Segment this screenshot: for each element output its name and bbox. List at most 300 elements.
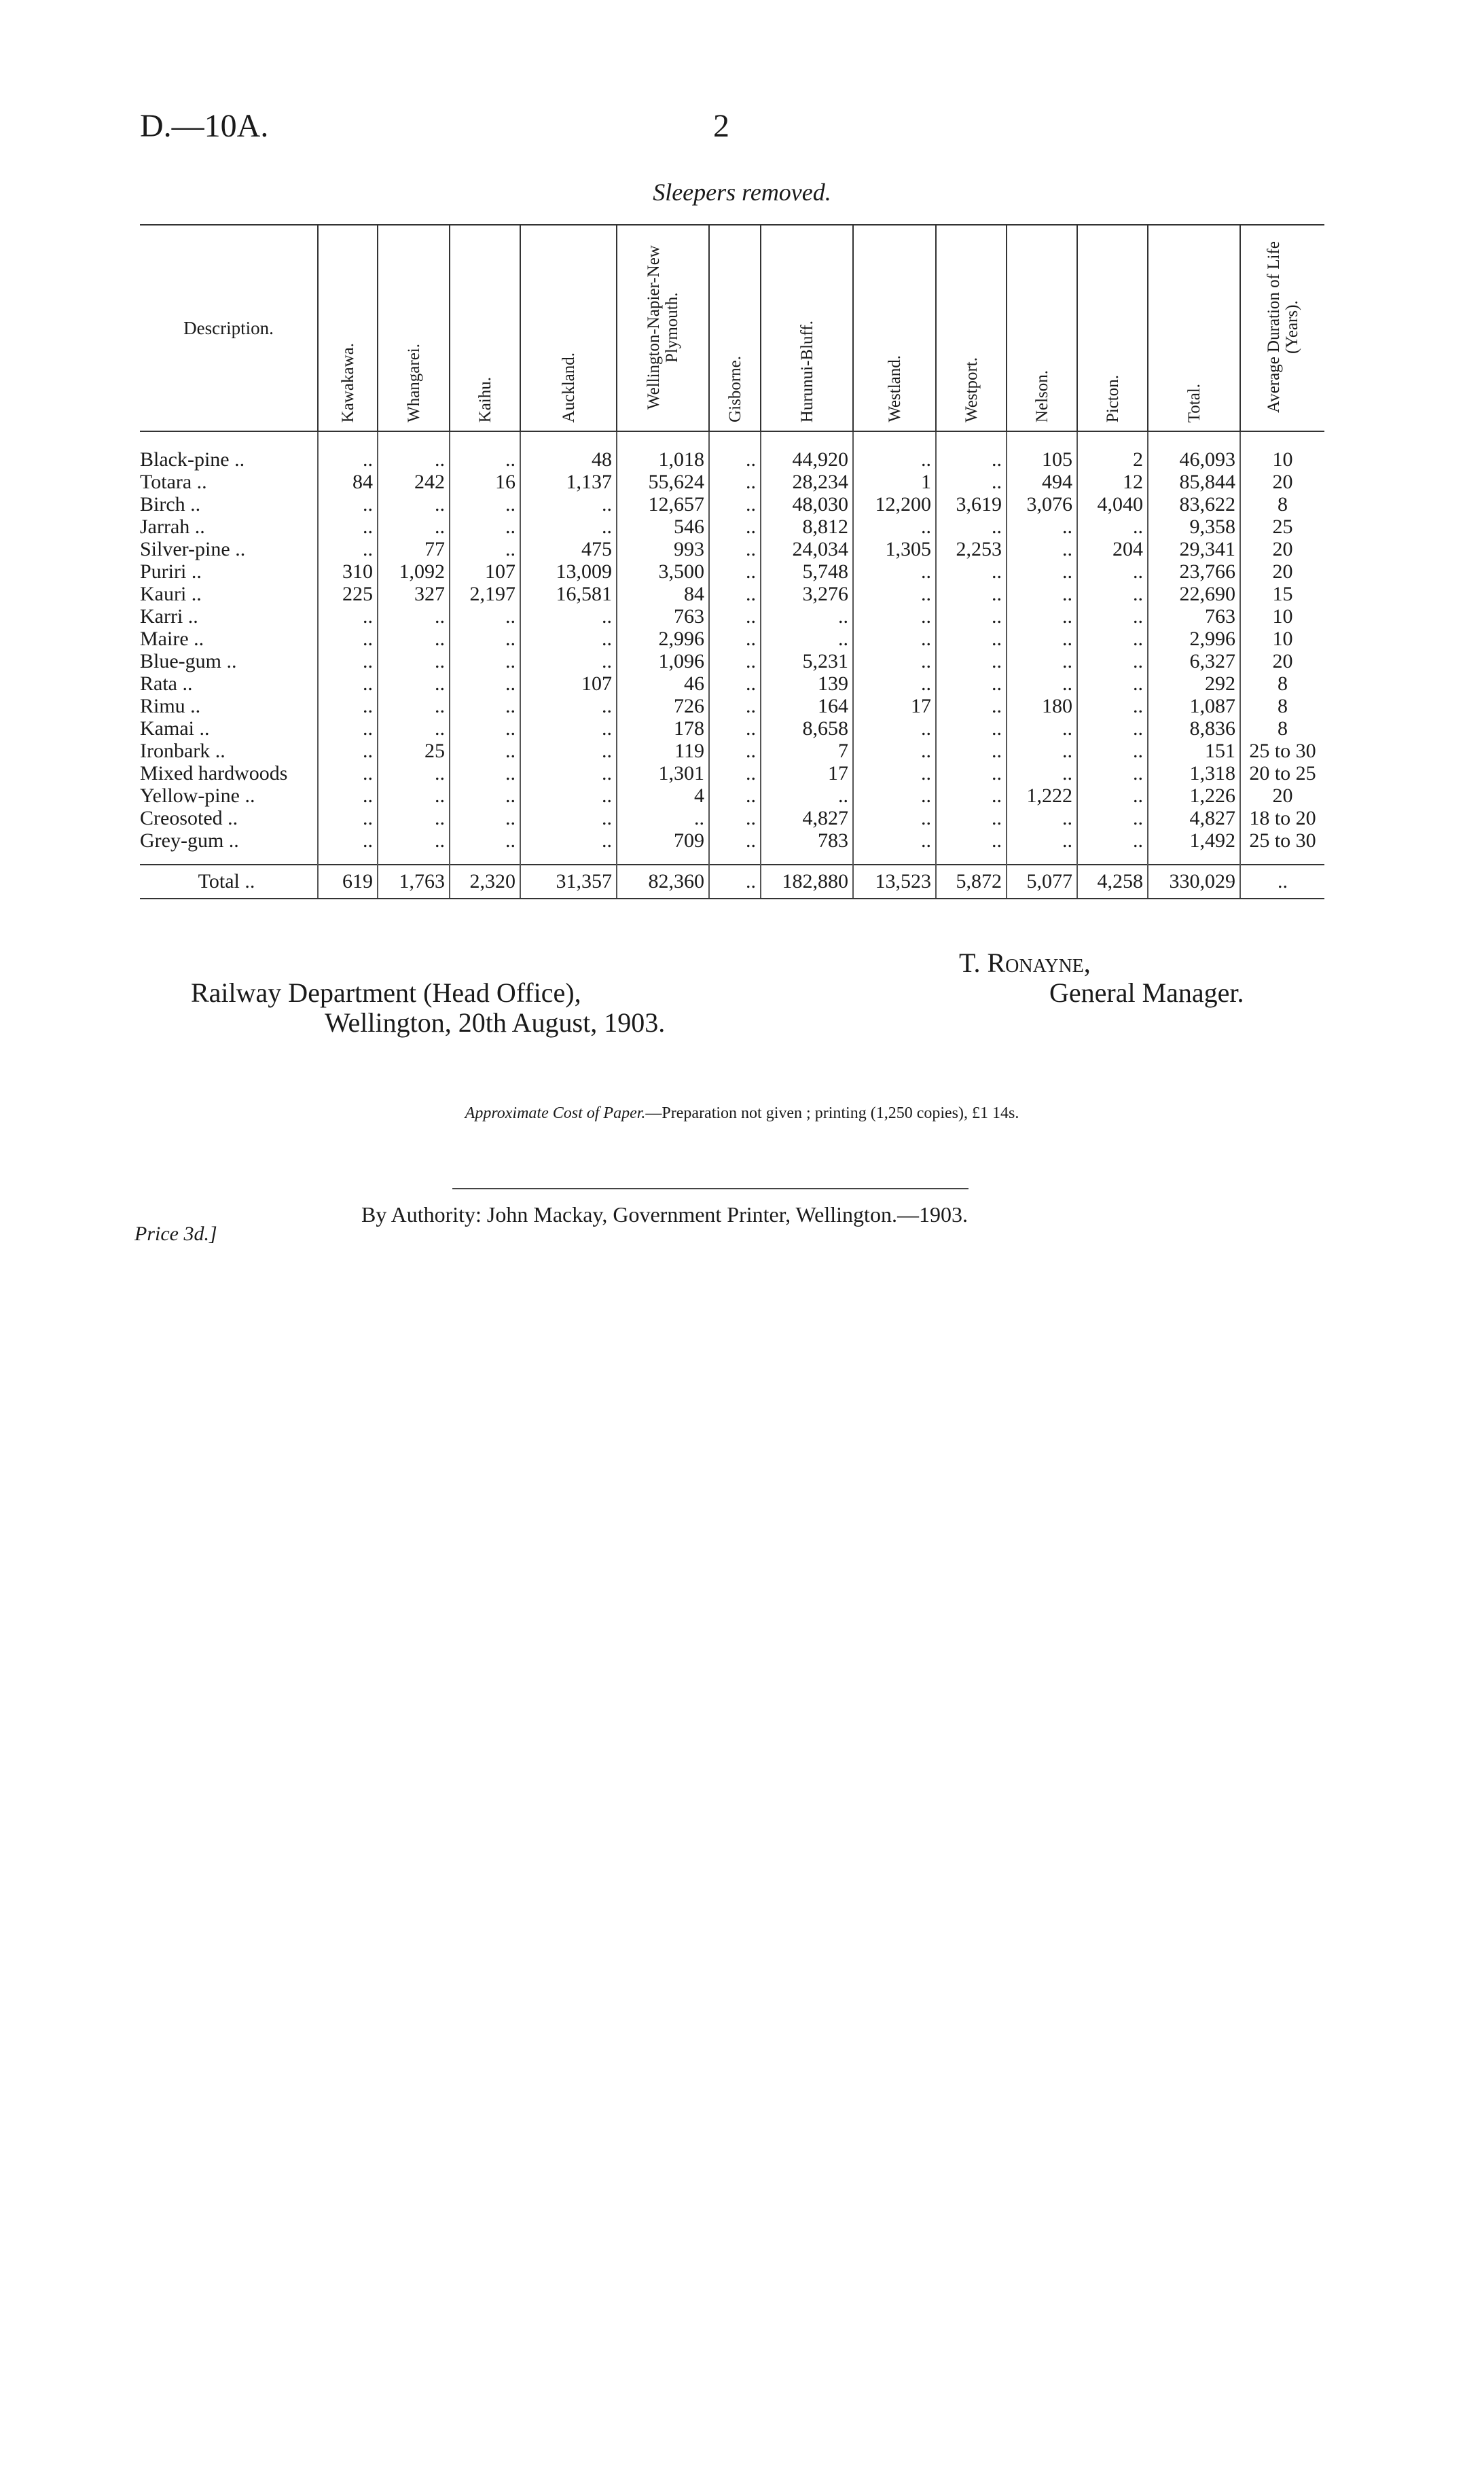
- table-cell: 8: [1240, 695, 1324, 717]
- table-cell: ..: [318, 829, 378, 852]
- table-cell: 6,327: [1148, 650, 1240, 672]
- table-cell: ..: [450, 605, 520, 628]
- table-cell: 8: [1240, 717, 1324, 740]
- table-cell: ..: [936, 784, 1007, 807]
- table-cell: 85,844: [1148, 471, 1240, 493]
- table-cell: 55,624: [617, 471, 709, 493]
- table-cell: ..: [378, 628, 450, 650]
- table-cell: ..: [853, 717, 936, 740]
- table-row: [140, 583, 1324, 605]
- table-cell: 1,092: [378, 560, 450, 583]
- column-header-label: Picton.: [1103, 374, 1122, 422]
- table-cell: ..: [318, 650, 378, 672]
- table-cell: 107: [450, 560, 520, 583]
- table-cell: ..: [853, 628, 936, 650]
- table-cell: ..: [520, 605, 617, 628]
- table-cell: ..: [520, 695, 617, 717]
- table-cell: 8: [1240, 493, 1324, 516]
- table-cell: ..: [709, 829, 761, 852]
- table-cell: 83,622: [1148, 493, 1240, 516]
- column-header-label: Average Duration of Life (Years).: [1264, 241, 1301, 414]
- row-description: Birch ..: [140, 493, 201, 516]
- table-cell: 84: [617, 583, 709, 605]
- table-cell: 12,200: [853, 493, 936, 516]
- table-cell: 494: [1007, 471, 1077, 493]
- table-cell: ..: [318, 493, 378, 516]
- table-cell: 48: [520, 448, 617, 471]
- table-cell: ..: [318, 672, 378, 695]
- column-header-label: Kawakawa.: [338, 342, 357, 422]
- table-cell: 1: [853, 471, 936, 493]
- table-cell: ..: [450, 784, 520, 807]
- table-cell: 763: [1148, 605, 1240, 628]
- table-cell: ..: [709, 471, 761, 493]
- table-cell: ..: [378, 784, 450, 807]
- table-cell: ..: [709, 672, 761, 695]
- table-cell: 164: [761, 695, 853, 717]
- table-cell: ..: [709, 605, 761, 628]
- row-description: Totara ..: [140, 471, 207, 493]
- table-cell: ..: [853, 448, 936, 471]
- sleepers-table: [140, 224, 1324, 899]
- table-cell: ..: [1077, 784, 1148, 807]
- column-header-label: Description.: [183, 317, 274, 338]
- table-cell: ..: [709, 448, 761, 471]
- table-cell: 1,222: [1007, 784, 1077, 807]
- table-cell: 2,253: [936, 538, 1007, 560]
- table-cell: 4: [617, 784, 709, 807]
- table-cell: 4,040: [1077, 493, 1148, 516]
- table-cell: ..: [520, 762, 617, 784]
- table-cell: ..: [1007, 762, 1077, 784]
- table-cell: ..: [1007, 807, 1077, 829]
- table-cell: 139: [761, 672, 853, 695]
- table-cell: 24,034: [761, 538, 853, 560]
- table-cell: 225: [318, 583, 378, 605]
- table-title: Sleepers removed.: [653, 179, 831, 206]
- table-row: [140, 493, 1324, 516]
- total-cell: 182,880: [761, 865, 853, 899]
- column-header: [1007, 225, 1077, 431]
- table-cell: 20: [1240, 650, 1324, 672]
- table-cell: 20 to 25: [1240, 762, 1324, 784]
- column-header: [853, 225, 936, 431]
- table-cell: 1,096: [617, 650, 709, 672]
- table-cell: ..: [761, 628, 853, 650]
- table-cell: ..: [853, 516, 936, 538]
- table-cell: ..: [450, 740, 520, 762]
- total-cell: 4,258: [1077, 865, 1148, 899]
- total-cell: ..: [1240, 865, 1324, 899]
- table-cell: 48,030: [761, 493, 853, 516]
- table-cell: ..: [1077, 672, 1148, 695]
- table-cell: 46: [617, 672, 709, 695]
- row-description: Kauri ..: [140, 583, 202, 605]
- table-cell: ..: [378, 605, 450, 628]
- table-cell: ..: [318, 784, 378, 807]
- table-cell: 151: [1148, 740, 1240, 762]
- table-cell: ..: [1077, 695, 1148, 717]
- table-cell: ..: [853, 672, 936, 695]
- table-cell: 23,766: [1148, 560, 1240, 583]
- table-cell: ..: [936, 650, 1007, 672]
- table-cell: 2,197: [450, 583, 520, 605]
- table-cell: 1,087: [1148, 695, 1240, 717]
- row-description: Creosoted ..: [140, 807, 238, 829]
- table-cell: ..: [936, 672, 1007, 695]
- column-header-label: Whangarei.: [404, 344, 423, 422]
- total-cell: 31,357: [520, 865, 617, 899]
- table-cell: ..: [450, 538, 520, 560]
- column-header-label: Nelson.: [1032, 369, 1051, 422]
- table-cell: ..: [1077, 583, 1148, 605]
- table-cell: 119: [617, 740, 709, 762]
- table-cell: 12,657: [617, 493, 709, 516]
- table-cell: 44,920: [761, 448, 853, 471]
- table-cell: 20: [1240, 560, 1324, 583]
- table-cell: ..: [318, 516, 378, 538]
- table-cell: ..: [318, 605, 378, 628]
- total-cell: 13,523: [853, 865, 936, 899]
- table-cell: 1,226: [1148, 784, 1240, 807]
- table-cell: ..: [853, 807, 936, 829]
- row-description: Grey-gum ..: [140, 829, 239, 852]
- table-cell: ..: [936, 717, 1007, 740]
- table-cell: 9,358: [1148, 516, 1240, 538]
- table-cell: ..: [1007, 538, 1077, 560]
- table-cell: 10: [1240, 628, 1324, 650]
- row-description: Kamai ..: [140, 717, 210, 740]
- table-cell: 12: [1077, 471, 1148, 493]
- column-header-label: Total.: [1184, 383, 1204, 422]
- table-cell: 28,234: [761, 471, 853, 493]
- table-cell: 1,492: [1148, 829, 1240, 852]
- table-cell: ..: [617, 807, 709, 829]
- table-cell: ..: [709, 807, 761, 829]
- table-cell: 105: [1007, 448, 1077, 471]
- table-cell: ..: [1007, 672, 1077, 695]
- column-header-label: Kaihu.: [475, 376, 494, 422]
- column-header-label: Gisborne.: [725, 356, 744, 422]
- table-cell: ..: [1077, 740, 1148, 762]
- cost-label: Approximate Cost of Paper.: [465, 1104, 646, 1122]
- table-cell: ..: [1077, 717, 1148, 740]
- row-description: Silver-pine ..: [140, 538, 246, 560]
- table-cell: 46,093: [1148, 448, 1240, 471]
- table-cell: 20: [1240, 471, 1324, 493]
- column-header-label: Westport.: [962, 357, 981, 422]
- table-cell: 13,009: [520, 560, 617, 583]
- total-label: Total ..: [140, 865, 318, 899]
- table-cell: 10: [1240, 605, 1324, 628]
- table-cell: 3,619: [936, 493, 1007, 516]
- table-cell: ..: [378, 829, 450, 852]
- table-cell: ..: [450, 650, 520, 672]
- table-cell: ..: [709, 583, 761, 605]
- table-cell: ..: [1007, 560, 1077, 583]
- table-cell: ..: [520, 493, 617, 516]
- table-cell: ..: [761, 605, 853, 628]
- table-row: [140, 471, 1324, 493]
- total-cell: 2,320: [450, 865, 520, 899]
- table-row: [140, 695, 1324, 717]
- table-cell: ..: [1077, 829, 1148, 852]
- table-cell: 22,690: [1148, 583, 1240, 605]
- table-cell: ..: [378, 672, 450, 695]
- row-description: Rata ..: [140, 672, 193, 695]
- table-cell: 16: [450, 471, 520, 493]
- row-description: Rimu ..: [140, 695, 201, 717]
- column-header: [378, 225, 450, 431]
- table-cell: 204: [1077, 538, 1148, 560]
- column-header: [1077, 225, 1148, 431]
- table-cell: 25: [1240, 516, 1324, 538]
- table-cell: 8,836: [1148, 717, 1240, 740]
- table-cell: ..: [450, 628, 520, 650]
- table-cell: ..: [853, 762, 936, 784]
- table-cell: ..: [378, 493, 450, 516]
- table-cell: 2,996: [617, 628, 709, 650]
- table-cell: ..: [709, 650, 761, 672]
- row-description: Yellow-pine ..: [140, 784, 255, 807]
- document-reference: D.—10A.: [140, 108, 269, 144]
- column-header-label: Hurunui-Bluff.: [797, 320, 816, 422]
- table-cell: 1,318: [1148, 762, 1240, 784]
- column-header-label: Auckland.: [559, 352, 578, 422]
- table-cell: 16,581: [520, 583, 617, 605]
- table-cell: 17: [853, 695, 936, 717]
- table-row: [140, 829, 1324, 852]
- table-cell: 1,305: [853, 538, 936, 560]
- table-cell: 310: [318, 560, 378, 583]
- signer-title: General Manager.: [1049, 977, 1244, 1008]
- table-cell: 475: [520, 538, 617, 560]
- total-cell: 5,872: [936, 865, 1007, 899]
- table-cell: ..: [709, 538, 761, 560]
- table-row: [140, 560, 1324, 583]
- table-cell: 783: [761, 829, 853, 852]
- table-cell: 3,500: [617, 560, 709, 583]
- table-cell: 25 to 30: [1240, 829, 1324, 852]
- table-cell: ..: [709, 762, 761, 784]
- table-cell: 4,827: [761, 807, 853, 829]
- table-cell: ..: [709, 560, 761, 583]
- table-cell: ..: [520, 628, 617, 650]
- total-cell: 82,360: [617, 865, 709, 899]
- table-cell: ..: [450, 762, 520, 784]
- table-cell: ..: [936, 583, 1007, 605]
- row-description: Jarrah ..: [140, 516, 205, 538]
- table-cell: ..: [450, 493, 520, 516]
- table-cell: 5,231: [761, 650, 853, 672]
- table-cell: 1,301: [617, 762, 709, 784]
- table-cell: ..: [936, 829, 1007, 852]
- table-cell: 180: [1007, 695, 1077, 717]
- table-cell: 20: [1240, 784, 1324, 807]
- table-cell: 709: [617, 829, 709, 852]
- table-cell: ..: [936, 762, 1007, 784]
- table-cell: 292: [1148, 672, 1240, 695]
- table-row: [140, 516, 1324, 538]
- table-cell: ..: [936, 695, 1007, 717]
- table-row: [140, 807, 1324, 829]
- table-cell: ..: [709, 784, 761, 807]
- table-cell: ..: [1077, 560, 1148, 583]
- table-cell: ..: [709, 493, 761, 516]
- table-cell: ..: [709, 740, 761, 762]
- table-cell: 1,137: [520, 471, 617, 493]
- table-row: [140, 650, 1324, 672]
- table-cell: 107: [520, 672, 617, 695]
- table-row: [140, 605, 1324, 628]
- total-cell: 619: [318, 865, 378, 899]
- column-header: [761, 225, 853, 431]
- table-cell: ..: [1007, 829, 1077, 852]
- authority-line: By Authority: John Mackay, Government Printer, Wellington.—1903.: [361, 1202, 968, 1227]
- table-row: [140, 448, 1324, 471]
- table-cell: ..: [761, 784, 853, 807]
- table-cell: ..: [520, 516, 617, 538]
- table-cell: ..: [1007, 740, 1077, 762]
- table-cell: 242: [378, 471, 450, 493]
- table-cell: ..: [853, 650, 936, 672]
- table-cell: ..: [450, 516, 520, 538]
- table-cell: ..: [520, 784, 617, 807]
- table-cell: ..: [709, 695, 761, 717]
- total-cell: 330,029: [1148, 865, 1240, 899]
- total-cell: 5,077: [1007, 865, 1077, 899]
- table-cell: 3,076: [1007, 493, 1077, 516]
- table-cell: ..: [936, 740, 1007, 762]
- table-cell: ..: [936, 807, 1007, 829]
- table-cell: 8,658: [761, 717, 853, 740]
- column-header-label: Westland.: [885, 355, 904, 422]
- table-cell: ..: [1007, 650, 1077, 672]
- table-cell: ..: [520, 829, 617, 852]
- table-cell: ..: [1007, 717, 1077, 740]
- table-cell: ..: [1007, 628, 1077, 650]
- table-cell: ..: [936, 516, 1007, 538]
- table-cell: 726: [617, 695, 709, 717]
- table-cell: ..: [1077, 650, 1148, 672]
- table-cell: ..: [1077, 516, 1148, 538]
- table-cell: ..: [853, 829, 936, 852]
- table-cell: ..: [450, 829, 520, 852]
- row-description: Mixed hardwoods: [140, 762, 288, 784]
- table-cell: ..: [318, 807, 378, 829]
- table-cell: ..: [853, 560, 936, 583]
- table-cell: 25: [378, 740, 450, 762]
- table-cell: ..: [853, 784, 936, 807]
- table-cell: ..: [318, 762, 378, 784]
- table-cell: ..: [378, 717, 450, 740]
- table-cell: ..: [318, 740, 378, 762]
- table-cell: ..: [1007, 583, 1077, 605]
- table-cell: ..: [1077, 807, 1148, 829]
- table-cell: ..: [1007, 516, 1077, 538]
- table-cell: ..: [936, 628, 1007, 650]
- table-cell: ..: [1007, 605, 1077, 628]
- table-cell: 8,812: [761, 516, 853, 538]
- footer-divider: [452, 1188, 969, 1189]
- table-cell: 178: [617, 717, 709, 740]
- price-label: Price 3d.]: [134, 1223, 217, 1245]
- table-cell: ..: [318, 628, 378, 650]
- table-cell: 18 to 20: [1240, 807, 1324, 829]
- table-cell: 2: [1077, 448, 1148, 471]
- table-cell: ..: [709, 717, 761, 740]
- column-header: [1148, 225, 1240, 431]
- table-cell: ..: [318, 448, 378, 471]
- place-date-line: Wellington, 20th August, 1903.: [325, 1007, 666, 1038]
- row-description: Black-pine ..: [140, 448, 245, 471]
- column-header: [318, 225, 378, 431]
- table-cell: ..: [318, 695, 378, 717]
- table-cell: 993: [617, 538, 709, 560]
- table-cell: 8: [1240, 672, 1324, 695]
- table-cell: ..: [378, 695, 450, 717]
- table-cell: ..: [318, 717, 378, 740]
- total-row: [140, 865, 1324, 899]
- table-cell: ..: [450, 695, 520, 717]
- table-cell: ..: [450, 807, 520, 829]
- table-cell: ..: [853, 605, 936, 628]
- table-cell: 2,996: [1148, 628, 1240, 650]
- table-cell: 4,827: [1148, 807, 1240, 829]
- row-description: Blue-gum ..: [140, 650, 237, 672]
- table-cell: 546: [617, 516, 709, 538]
- column-header: [450, 225, 520, 431]
- table-cell: ..: [450, 672, 520, 695]
- column-header: [936, 225, 1007, 431]
- table-cell: 15: [1240, 583, 1324, 605]
- table-cell: 763: [617, 605, 709, 628]
- table-cell: ..: [936, 605, 1007, 628]
- table-cell: ..: [378, 516, 450, 538]
- table-row: [140, 740, 1324, 762]
- total-cell: 1,763: [378, 865, 450, 899]
- table-row: [140, 538, 1324, 560]
- department-line: Railway Department (Head Office),: [191, 977, 581, 1008]
- row-description: Ironbark ..: [140, 740, 225, 762]
- table-cell: ..: [709, 628, 761, 650]
- table-cell: 77: [378, 538, 450, 560]
- table-cell: 3,276: [761, 583, 853, 605]
- table-cell: 7: [761, 740, 853, 762]
- table-row: [140, 672, 1324, 695]
- table-cell: ..: [520, 740, 617, 762]
- cost-text: —Preparation not given ; printing (1,250 copies), £1 14s.: [645, 1104, 1019, 1122]
- table-cell: ..: [520, 807, 617, 829]
- table-cell: 1,018: [617, 448, 709, 471]
- table-cell: ..: [709, 516, 761, 538]
- table-cell: ..: [1077, 762, 1148, 784]
- table-cell: ..: [450, 448, 520, 471]
- table-cell: ..: [936, 560, 1007, 583]
- table-cell: ..: [936, 471, 1007, 493]
- total-cell: ..: [709, 865, 761, 899]
- table-cell: 17: [761, 762, 853, 784]
- table-cell: ..: [1077, 628, 1148, 650]
- table-cell: ..: [378, 650, 450, 672]
- table-cell: 327: [378, 583, 450, 605]
- table-cell: 29,341: [1148, 538, 1240, 560]
- column-header: [140, 225, 318, 431]
- table-cell: ..: [378, 448, 450, 471]
- table-cell: ..: [1077, 605, 1148, 628]
- column-header-label: Wellington-Napier-New Plymouth.: [645, 245, 681, 410]
- table-cell: 25 to 30: [1240, 740, 1324, 762]
